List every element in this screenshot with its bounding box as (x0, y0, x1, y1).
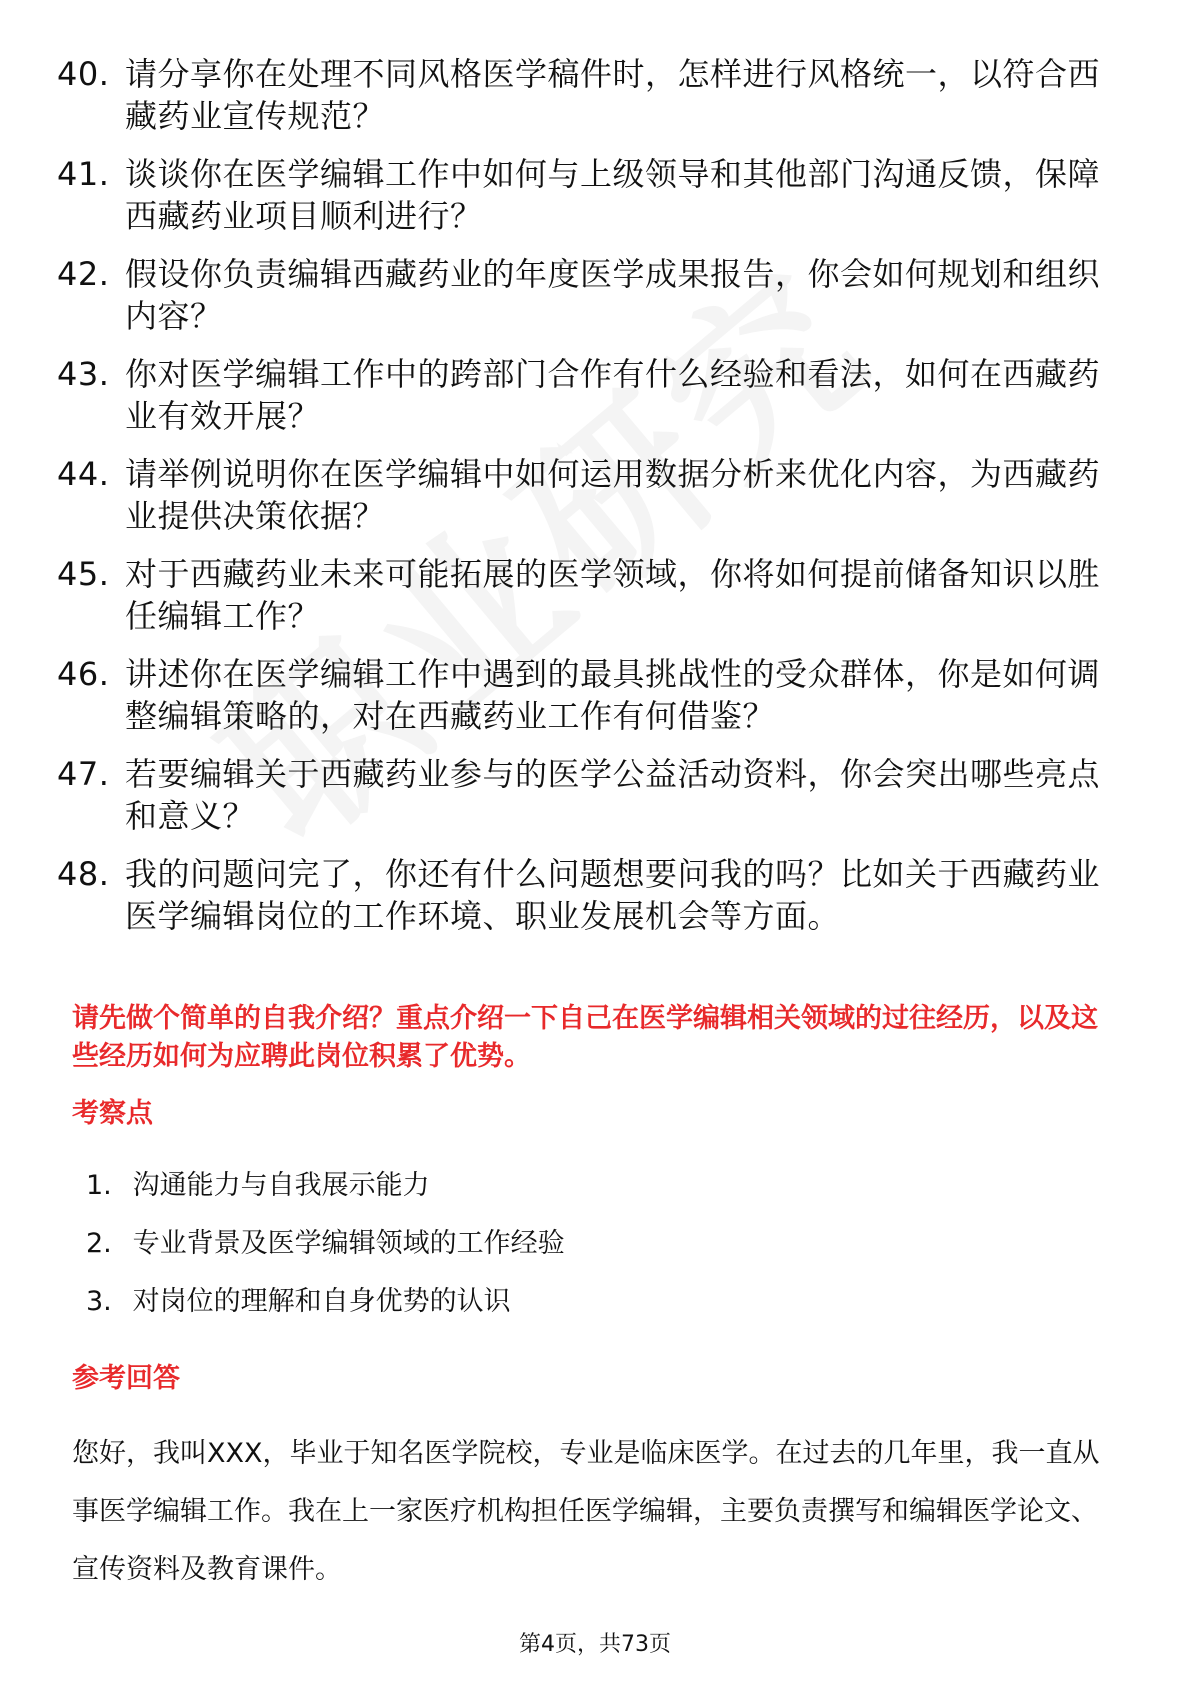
point-number: 3. (86, 1286, 112, 1317)
question-number: 46. (57, 655, 110, 693)
question-number: 47. (57, 755, 110, 793)
kaocha-point-list (86, 1167, 1086, 1341)
question-text: 讲述你在医学编辑工作中遇到的最具挑战性的受众群体，你是如何调整编辑策略的，对在西藏药业工作有何借鉴？ (125, 655, 1101, 735)
question-item (57, 753, 1117, 837)
question-text: 请分享你在处理不同风格医学稿件时，怎样进行风格统一，以符合西藏药业宣传规范？ (125, 55, 1101, 135)
cankao-heading: 参考回答 (72, 1363, 180, 1394)
page-footer: 第4页，共73页 (519, 1632, 671, 1657)
question-number: 40. (57, 55, 110, 93)
point-text: 专业背景及医学编辑领域的工作经验 (132, 1228, 565, 1259)
question-text: 若要编辑关于西藏药业参与的医学公益活动资料，你会突出哪些亮点和意义？ (125, 755, 1101, 835)
point-number: 1. (86, 1170, 112, 1201)
question-item (57, 453, 1117, 537)
question-text: 对于西藏药业未来可能拓展的医学领域，你将如何提前储备知识以胜任编辑工作？ (125, 555, 1101, 635)
question-item (57, 153, 1117, 237)
question-text: 请举例说明你在医学编辑中如何运用数据分析来优化内容，为西藏药业提供决策依据？ (125, 455, 1101, 535)
question-list (57, 53, 1117, 953)
point-number: 2. (86, 1228, 112, 1259)
question-text: 你对医学编辑工作中的跨部门合作有什么经验和看法，如何在西藏药业有效开展？ (125, 355, 1101, 435)
reference-answer: 您好，我叫XXX，毕业于知名医学院校，专业是临床医学。在过去的几年里，我一直从事医学编辑工作。我在上一家医疗机构担任医学编辑，主要负责撰写和编辑医学论文、宣传资料及教育课件。 (72, 1438, 1100, 1585)
point-text: 沟通能力与自我展示能力 (132, 1170, 430, 1201)
highlight-question: 请先做个简单的自我介绍？重点介绍一下自己在医学编辑相关领域的过往经历，以及这些经历如何为应聘此岗位积累了优势。 (72, 1003, 1098, 1072)
question-text: 谈谈你在医学编辑工作中如何与上级领导和其他部门沟通反馈，保障西藏药业项目顺利进行？ (125, 155, 1101, 235)
kaocha-point (86, 1167, 1086, 1225)
question-number: 43. (57, 355, 110, 393)
question-item (57, 853, 1117, 937)
point-text: 对岗位的理解和自身优势的认识 (132, 1286, 511, 1317)
question-item (57, 553, 1117, 637)
kaocha-point (86, 1225, 1086, 1283)
question-number: 45. (57, 555, 110, 593)
question-item (57, 53, 1117, 137)
question-item (57, 353, 1117, 437)
kaocha-heading: 考察点 (72, 1098, 153, 1129)
question-item (57, 653, 1117, 737)
question-number: 42. (57, 255, 110, 293)
question-text: 假设你负责编辑西藏药业的年度医学成果报告，你会如何规划和组织内容？ (125, 255, 1101, 335)
question-number: 44. (57, 455, 110, 493)
question-number: 41. (57, 155, 110, 193)
question-item (57, 253, 1117, 337)
question-text: 我的问题问完了，你还有什么问题想要问我的吗？比如关于西藏药业医学编辑岗位的工作环境、职业发展机会等方面。 (125, 855, 1101, 935)
kaocha-point (86, 1283, 1086, 1341)
question-number: 48. (57, 855, 110, 893)
